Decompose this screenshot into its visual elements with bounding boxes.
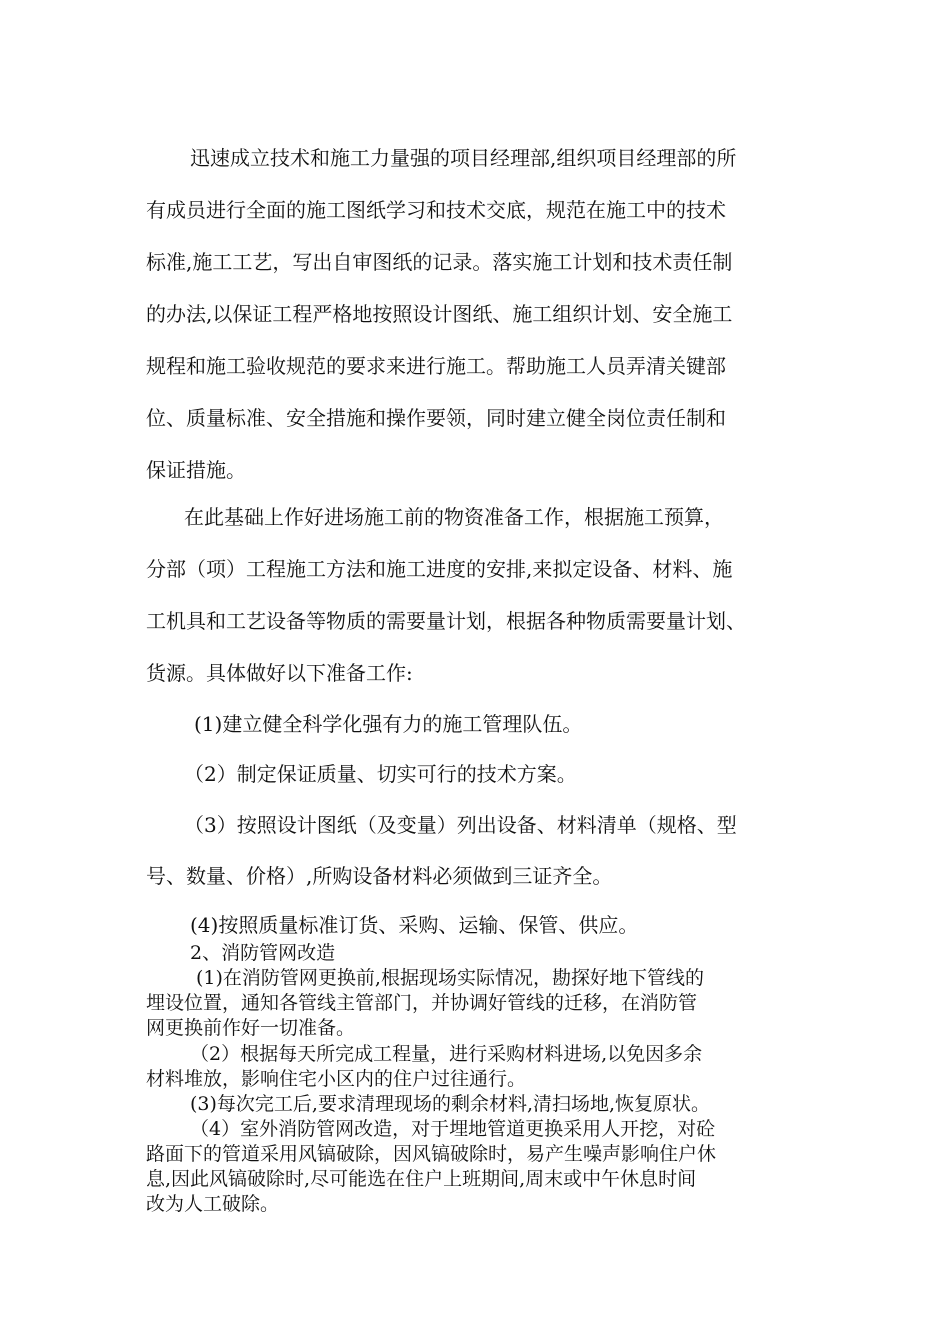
paragraph-1-line-3: 标准,施工工艺，写出自审图纸的记录。落实施工计划和技术责任制 <box>146 250 733 274</box>
list-item-4: (4)按照质量标准订货、采购、运输、保管、供应。 <box>190 913 639 937</box>
section-item-1-line-3: 网更换前作好一切准备。 <box>146 1017 356 1039</box>
section-item-2-line-2: 材料堆放，影响住宅小区内的住户过往通行。 <box>146 1068 527 1090</box>
list-item-3-line-2: 号、数量、价格）,所购设备材料必须做到三证齐全。 <box>146 864 613 888</box>
section-item-4-line-3: 息,因此风镐破除时,尽可能选在住户上班期间,周末或中午休息时间 <box>146 1168 697 1190</box>
paragraph-1-line-5: 规程和施工验收规范的要求来进行施工。帮助施工人员弄清关键部 <box>146 354 726 378</box>
list-item-3-line-1: （3）按照设计图纸（及变量）列出设备、材料清单（规格、型 <box>184 813 737 837</box>
section-item-3: (3)每次完工后,要求清理现场的剩余材料,清扫场地,恢复原状。 <box>190 1093 711 1115</box>
section-item-1-line-1: (1)在消防管网更换前,根据现场实际情况，勘探好地下管线的 <box>196 967 704 989</box>
section-item-1-line-2: 埋设位置，通知各管线主管部门，并协调好管线的迁移，在消防管 <box>146 992 698 1014</box>
list-item-2: （2）制定保证质量、切实可行的技术方案。 <box>184 762 577 786</box>
section-item-4-line-1: （4）室外消防管网改造，对于埋地管道更换采用人开挖，对砼 <box>190 1118 716 1140</box>
paragraph-2-line-4: 货源。具体做好以下准备工作: <box>146 661 413 685</box>
paragraph-1-line-1: 迅速成立技术和施工力量强的项目经理部,组织项目经理部的所 <box>190 146 737 170</box>
paragraph-2-line-1: 在此基础上作好进场施工前的物资准备工作，根据施工预算， <box>184 505 724 529</box>
section-item-4-line-2: 路面下的管道采用风镐破除，因风镐破除时，易产生噪声影响住户休 <box>146 1143 717 1165</box>
section-item-4-line-4: 改为人工破除。 <box>146 1193 280 1215</box>
paragraph-1-line-7: 保证措施。 <box>146 458 246 482</box>
section-heading: 2、消防管网改造 <box>190 942 336 964</box>
paragraph-2-line-3: 工机具和工艺设备等物质的需要量计划，根据各种物质需要量计划、 <box>146 609 746 633</box>
paragraph-1-line-4: 的办法,以保证工程严格地按照设计图纸、施工组织计划、安全施工 <box>146 302 733 326</box>
list-item-1: (1)建立健全科学化强有力的施工管理队伍。 <box>194 712 583 736</box>
paragraph-2-line-2: 分部（项）工程施工方法和施工进度的安排,来拟定设备、材料、施 <box>146 557 733 581</box>
paragraph-1-line-2: 有成员进行全面的施工图纸学习和技术交底，规范在施工中的技术 <box>146 198 726 222</box>
section-item-2-line-1: （2）根据每天所完成工程量，进行采购材料进场,以免因多余 <box>190 1043 703 1065</box>
paragraph-1-line-6: 位、质量标准、安全措施和操作要领，同时建立健全岗位责任制和 <box>146 406 726 430</box>
